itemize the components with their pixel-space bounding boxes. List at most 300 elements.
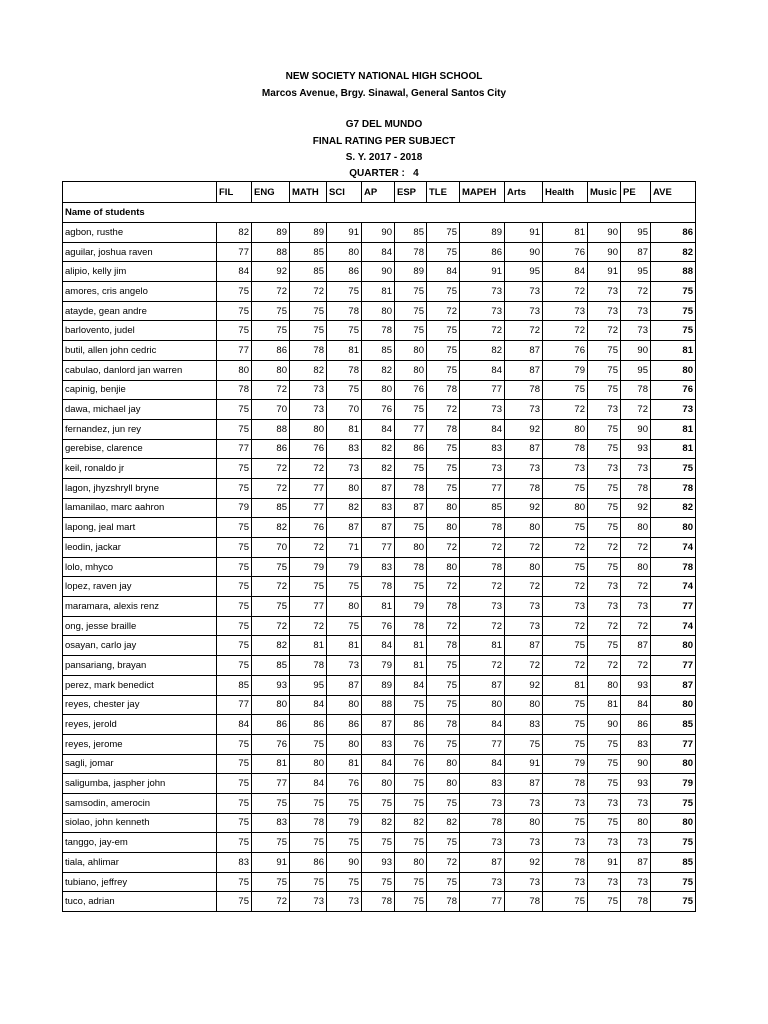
grade-cell: 75	[217, 872, 252, 892]
grade-cell: 80	[427, 498, 460, 518]
grade-cell: 84	[427, 262, 460, 282]
grade-cell: 72	[427, 400, 460, 420]
grade-cell: 70	[252, 400, 290, 420]
grade-cell: 77	[395, 419, 427, 439]
student-name: siolao, john kenneth	[63, 813, 217, 833]
grade-cell: 73	[543, 597, 588, 617]
grade-cell: 86	[252, 341, 290, 361]
grade-cell: 80	[621, 813, 651, 833]
grade-cell: 72	[252, 577, 290, 597]
student-name: gerebise, clarence	[63, 439, 217, 459]
grade-cell: 91	[460, 262, 505, 282]
grade-cell: 80	[505, 518, 543, 538]
grade-cell: 75	[252, 557, 290, 577]
grade-cell: 72	[427, 538, 460, 558]
grade-cell: 82	[362, 459, 395, 479]
table-row	[63, 459, 696, 479]
table-row	[63, 853, 696, 873]
grade-cell: 92	[505, 675, 543, 695]
grade-cell: 76	[252, 734, 290, 754]
grade-cell: 93	[621, 675, 651, 695]
grade-cell: 75	[217, 597, 252, 617]
grade-cell: 72	[252, 478, 290, 498]
grade-cell: 76	[362, 616, 395, 636]
grade-cell: 72	[588, 321, 621, 341]
section-name: G7 DEL MUNDO	[345, 119, 423, 130]
grade-cell: 84	[543, 262, 588, 282]
grade-cell: 75	[217, 616, 252, 636]
grade-cell: 83	[217, 853, 252, 873]
grade-cell: 78	[395, 478, 427, 498]
grade-cell: 79	[327, 813, 362, 833]
col-header-health: Health	[543, 182, 588, 203]
table-row	[63, 754, 696, 774]
grade-cell: 73	[588, 833, 621, 853]
grade-cell: 75	[395, 892, 427, 912]
col-header-math: MATH	[290, 182, 327, 203]
grade-cell: 77	[460, 892, 505, 912]
student-name: lamanilao, marc aahron	[63, 498, 217, 518]
grade-cell: 91	[588, 262, 621, 282]
table-row	[63, 577, 696, 597]
grade-cell: 80	[505, 813, 543, 833]
grade-cell: 73	[621, 301, 651, 321]
grade-cell: 81	[395, 636, 427, 656]
student-name: lopez, raven jay	[63, 577, 217, 597]
table-row	[63, 557, 696, 577]
col-header-ave: AVE	[651, 182, 696, 203]
grade-cell: 75	[217, 282, 252, 302]
grade-cell: 88	[252, 242, 290, 262]
grade-cell: 75	[427, 793, 460, 813]
grade-cell: 72	[621, 577, 651, 597]
grade-cell: 78	[460, 557, 505, 577]
grade-cell: 75	[217, 833, 252, 853]
grade-cell: 73	[621, 597, 651, 617]
grade-cell: 75	[588, 439, 621, 459]
grade-cell: 95	[290, 675, 327, 695]
grade-cell: 75	[217, 478, 252, 498]
grade-cell: 78	[505, 892, 543, 912]
grade-cell: 80	[327, 695, 362, 715]
grade-cell: 72	[588, 616, 621, 636]
grade-cell: 84	[460, 419, 505, 439]
grade-cell: 78	[460, 813, 505, 833]
table-row	[63, 439, 696, 459]
grade-cell: 75	[327, 833, 362, 853]
grade-cell: 75	[588, 360, 621, 380]
grade-cell: 72	[621, 656, 651, 676]
grade-cell: 83	[505, 715, 543, 735]
table-row	[63, 734, 696, 754]
student-name: fernandez, jun rey	[63, 419, 217, 439]
grade-cell: 86	[290, 853, 327, 873]
average-cell: 75	[651, 793, 696, 813]
grade-cell: 73	[505, 872, 543, 892]
grade-cell: 84	[621, 695, 651, 715]
grade-cell: 78	[543, 774, 588, 794]
grade-cell: 82	[427, 813, 460, 833]
grade-cell: 75	[427, 360, 460, 380]
table-row	[63, 695, 696, 715]
corner-cell	[63, 182, 217, 203]
grade-cell: 75	[543, 715, 588, 735]
grade-cell: 78	[290, 341, 327, 361]
grade-cell: 75	[395, 301, 427, 321]
grade-cell: 87	[505, 360, 543, 380]
grade-cell: 78	[427, 636, 460, 656]
average-cell: 74	[651, 538, 696, 558]
grade-cell: 75	[395, 282, 427, 302]
grade-cell: 78	[327, 301, 362, 321]
grade-cell: 82	[327, 498, 362, 518]
average-cell: 79	[651, 774, 696, 794]
grade-cell: 78	[395, 557, 427, 577]
grade-cell: 84	[460, 715, 505, 735]
grade-cell: 72	[543, 282, 588, 302]
grade-cell: 75	[427, 459, 460, 479]
grade-cell: 78	[395, 616, 427, 636]
student-name: leodin, jackar	[63, 538, 217, 558]
table-row	[63, 833, 696, 853]
grade-cell: 82	[217, 223, 252, 243]
grade-cell: 75	[217, 793, 252, 813]
average-cell: 81	[651, 341, 696, 361]
grade-cell: 73	[460, 597, 505, 617]
grade-cell: 90	[621, 341, 651, 361]
grade-cell: 86	[621, 715, 651, 735]
grade-cell: 76	[290, 518, 327, 538]
student-name: keil, ronaldo jr	[63, 459, 217, 479]
grade-cell: 92	[252, 262, 290, 282]
grade-cell: 73	[290, 400, 327, 420]
grade-cell: 72	[621, 282, 651, 302]
average-cell: 75	[651, 833, 696, 853]
grade-cell: 84	[290, 774, 327, 794]
grade-cell: 83	[362, 734, 395, 754]
grade-cell: 73	[460, 793, 505, 813]
grade-cell: 87	[362, 518, 395, 538]
grade-cell: 92	[505, 853, 543, 873]
grade-cell: 75	[427, 223, 460, 243]
grade-cell: 72	[427, 616, 460, 636]
student-name: tiala, ahlimar	[63, 853, 217, 873]
school-name: NEW SOCIETY NATIONAL HIGH SCHOOL	[285, 71, 483, 82]
grade-cell: 80	[290, 419, 327, 439]
grade-cell: 75	[217, 577, 252, 597]
grade-cell: 80	[427, 557, 460, 577]
grade-cell: 83	[460, 774, 505, 794]
grade-cell: 72	[505, 577, 543, 597]
grade-cell: 75	[427, 734, 460, 754]
report-title: FINAL RATING PER SUBJECT	[312, 136, 456, 147]
grade-cell: 78	[621, 892, 651, 912]
grade-cell: 75	[327, 577, 362, 597]
grade-cell: 75	[327, 282, 362, 302]
grade-cell: 75	[588, 380, 621, 400]
grade-cell: 75	[588, 892, 621, 912]
grade-cell: 90	[621, 419, 651, 439]
grade-cell: 82	[395, 813, 427, 833]
grade-cell: 75	[588, 419, 621, 439]
grade-cell: 72	[588, 538, 621, 558]
student-name: osayan, carlo jay	[63, 636, 217, 656]
grade-cell: 75	[395, 695, 427, 715]
student-name: samsodin, amerocin	[63, 793, 217, 813]
grade-cell: 86	[395, 439, 427, 459]
grade-cell: 78	[362, 577, 395, 597]
grade-cell: 87	[505, 439, 543, 459]
grade-cell: 93	[621, 439, 651, 459]
grade-cell: 73	[588, 400, 621, 420]
grade-cell: 73	[327, 459, 362, 479]
grade-cell: 78	[621, 478, 651, 498]
grade-cell: 73	[621, 872, 651, 892]
grade-cell: 75	[362, 793, 395, 813]
grade-cell: 86	[327, 715, 362, 735]
grade-cell: 77	[362, 538, 395, 558]
student-name: perez, mark benedict	[63, 675, 217, 695]
grade-cell: 80	[505, 557, 543, 577]
grade-cell: 77	[217, 242, 252, 262]
grade-cell: 86	[327, 262, 362, 282]
grade-cell: 75	[543, 892, 588, 912]
grade-cell: 84	[395, 675, 427, 695]
grade-cell: 77	[252, 774, 290, 794]
grade-cell: 75	[427, 282, 460, 302]
grade-cell: 77	[290, 597, 327, 617]
grade-cell: 75	[327, 380, 362, 400]
grade-cell: 80	[395, 853, 427, 873]
grade-cell: 87	[621, 242, 651, 262]
student-name: lapong, jeal mart	[63, 518, 217, 538]
grade-cell: 81	[588, 695, 621, 715]
grade-cell: 78	[460, 518, 505, 538]
grade-cell: 93	[362, 853, 395, 873]
grade-cell: 75	[252, 597, 290, 617]
grade-cell: 78	[543, 853, 588, 873]
grade-cell: 75	[543, 557, 588, 577]
grade-cell: 75	[543, 478, 588, 498]
grade-cell: 85	[252, 498, 290, 518]
grade-cell: 72	[621, 616, 651, 636]
average-cell: 75	[651, 301, 696, 321]
grade-cell: 81	[252, 754, 290, 774]
grade-cell: 77	[290, 498, 327, 518]
average-cell: 87	[651, 675, 696, 695]
grade-cell: 73	[460, 400, 505, 420]
average-cell: 77	[651, 734, 696, 754]
table-row	[63, 892, 696, 912]
grade-cell: 73	[505, 833, 543, 853]
grade-cell: 75	[252, 793, 290, 813]
grade-cell: 82	[252, 636, 290, 656]
grade-cell: 75	[427, 341, 460, 361]
grade-cell: 86	[460, 242, 505, 262]
grade-cell: 86	[252, 715, 290, 735]
grade-cell: 75	[327, 321, 362, 341]
grade-cell: 73	[621, 321, 651, 341]
average-cell: 88	[651, 262, 696, 282]
table-row	[63, 715, 696, 735]
col-header-arts: Arts	[505, 182, 543, 203]
grade-cell: 75	[217, 459, 252, 479]
name-header-row	[63, 203, 696, 223]
grade-cell: 80	[543, 419, 588, 439]
grade-cell: 72	[252, 380, 290, 400]
grade-cell: 85	[290, 242, 327, 262]
student-name: lolo, mhyco	[63, 557, 217, 577]
grade-cell: 95	[505, 262, 543, 282]
grade-cell: 72	[621, 538, 651, 558]
table-row	[63, 282, 696, 302]
grade-cell: 84	[290, 695, 327, 715]
student-name: saligumba, jaspher john	[63, 774, 217, 794]
average-cell: 82	[651, 242, 696, 262]
grade-cell: 77	[460, 478, 505, 498]
grade-cell: 75	[427, 656, 460, 676]
grade-cell: 91	[327, 223, 362, 243]
grade-cell: 78	[621, 380, 651, 400]
grade-cell: 73	[588, 597, 621, 617]
grade-cell: 86	[395, 715, 427, 735]
table-row	[63, 301, 696, 321]
grade-cell: 78	[362, 321, 395, 341]
grade-cell: 78	[427, 892, 460, 912]
subject-header-row	[63, 182, 696, 203]
table-row	[63, 262, 696, 282]
grade-cell: 87	[505, 636, 543, 656]
grade-cell: 80	[290, 754, 327, 774]
grade-cell: 75	[327, 793, 362, 813]
grade-cell: 93	[621, 774, 651, 794]
grade-cell: 77	[460, 734, 505, 754]
grade-cell: 72	[427, 301, 460, 321]
grade-cell: 84	[217, 262, 252, 282]
student-name: reyes, chester jay	[63, 695, 217, 715]
grade-cell: 78	[543, 439, 588, 459]
grade-cell: 75	[217, 636, 252, 656]
grade-cell: 78	[327, 360, 362, 380]
grade-cell: 72	[290, 282, 327, 302]
grade-cell: 80	[621, 557, 651, 577]
grade-cell: 79	[395, 597, 427, 617]
grade-cell: 75	[290, 734, 327, 754]
grade-cell: 85	[362, 341, 395, 361]
grade-cell: 73	[621, 459, 651, 479]
grade-cell: 72	[460, 538, 505, 558]
grade-cell: 72	[543, 321, 588, 341]
grade-cell: 73	[588, 282, 621, 302]
grade-cell: 84	[217, 715, 252, 735]
grade-cell: 90	[588, 715, 621, 735]
average-cell: 85	[651, 853, 696, 873]
grade-cell: 76	[327, 774, 362, 794]
grade-cell: 75	[252, 833, 290, 853]
average-cell: 74	[651, 616, 696, 636]
grade-cell: 72	[252, 459, 290, 479]
grade-cell: 73	[588, 301, 621, 321]
average-cell: 80	[651, 360, 696, 380]
grade-cell: 78	[505, 478, 543, 498]
grade-cell: 73	[460, 833, 505, 853]
col-header-fil: FIL	[217, 182, 252, 203]
grade-cell: 73	[505, 459, 543, 479]
grade-cell: 80	[217, 360, 252, 380]
grade-cell: 75	[217, 419, 252, 439]
grade-cell: 83	[362, 498, 395, 518]
grade-cell: 75	[395, 459, 427, 479]
grade-cell: 85	[395, 223, 427, 243]
table-row	[63, 380, 696, 400]
grade-cell: 75	[217, 656, 252, 676]
grade-cell: 92	[505, 419, 543, 439]
average-cell: 73	[651, 400, 696, 420]
grade-cell: 87	[621, 853, 651, 873]
grade-cell: 80	[362, 774, 395, 794]
quarter-label: QUARTER : 4	[349, 168, 419, 179]
grade-cell: 87	[327, 675, 362, 695]
grade-cell: 75	[427, 872, 460, 892]
grade-cell: 72	[427, 853, 460, 873]
grade-cell: 73	[543, 793, 588, 813]
grade-cell: 81	[543, 675, 588, 695]
grade-cell: 72	[252, 892, 290, 912]
grade-cell: 78	[217, 380, 252, 400]
student-name: atayde, gean andre	[63, 301, 217, 321]
average-cell: 81	[651, 419, 696, 439]
grade-cell: 84	[460, 360, 505, 380]
table-row	[63, 656, 696, 676]
student-name: lagon, jhyzshryll bryne	[63, 478, 217, 498]
grade-cell: 78	[427, 597, 460, 617]
grade-cell: 95	[621, 262, 651, 282]
grade-cell: 75	[252, 872, 290, 892]
grade-cell: 70	[252, 538, 290, 558]
grade-cell: 73	[543, 872, 588, 892]
grade-cell: 87	[327, 518, 362, 538]
table-row	[63, 518, 696, 538]
average-cell: 80	[651, 754, 696, 774]
grade-cell: 85	[252, 656, 290, 676]
grade-cell: 87	[460, 853, 505, 873]
grade-cell: 75	[217, 538, 252, 558]
grade-cell: 79	[290, 557, 327, 577]
grade-cell: 75	[427, 439, 460, 459]
table-row	[63, 400, 696, 420]
grade-cell: 84	[362, 636, 395, 656]
grade-cell: 79	[543, 754, 588, 774]
grade-cell: 83	[252, 813, 290, 833]
grade-cell: 80	[327, 734, 362, 754]
grade-cell: 75	[217, 892, 252, 912]
grade-cell: 75	[505, 734, 543, 754]
grade-cell: 73	[460, 872, 505, 892]
grade-cell: 81	[327, 419, 362, 439]
grade-cell: 75	[395, 577, 427, 597]
grade-cell: 77	[460, 380, 505, 400]
average-cell: 75	[651, 459, 696, 479]
student-name: maramara, alexis renz	[63, 597, 217, 617]
grade-cell: 72	[252, 282, 290, 302]
grade-cell: 72	[460, 577, 505, 597]
grade-cell: 76	[395, 754, 427, 774]
grade-cell: 83	[621, 734, 651, 754]
average-cell: 75	[651, 321, 696, 341]
grade-cell: 80	[327, 242, 362, 262]
table-row	[63, 360, 696, 380]
grade-cell: 75	[588, 813, 621, 833]
